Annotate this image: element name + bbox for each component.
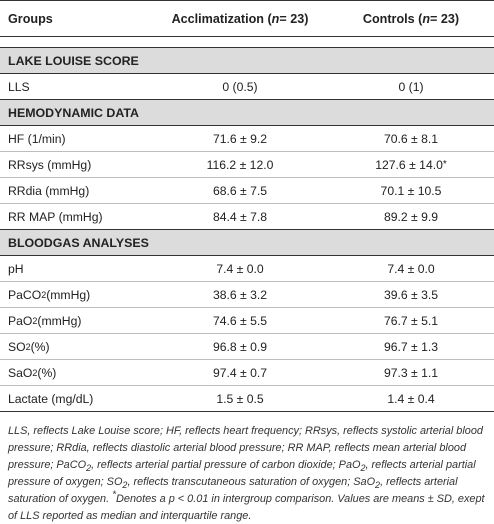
row-label-unit: (mmHg) [46,287,91,302]
controls-value [336,74,486,99]
table-row [0,126,494,151]
footnote-text: Denotes a p < 0.01 in intergroup comparison. Values are means ± SD, exept of LLS reported as median and interquartile range. [8,492,485,522]
table-row [0,308,494,333]
row-label-text: RRsys (mmHg) [8,157,92,172]
controls-value-text: 97.3 ± 1.1 [383,365,439,380]
controls-value-text: 89.2 ± 9.9 [383,209,439,224]
controls-value [336,282,486,307]
controls-value: 127.6 ± 14.0 * [375,157,447,172]
controls-value [336,334,486,359]
acclimatization-value [154,386,326,411]
header-acclimatization [154,1,326,36]
row-label: SO 2 (%) [8,339,50,354]
acclimatization-value [154,152,326,177]
table-row [0,178,494,203]
header-acclimatization-n: n [271,11,280,26]
row-label: SaO 2 (%) [8,365,57,380]
row-label [8,74,30,99]
table-row [0,74,494,99]
controls-value-text: 70.6 ± 8.1 [383,131,439,146]
footnote-text: , reflects transcutaneous saturation of oxygen; SaO [127,475,376,488]
table-header-row [0,1,494,36]
section-header-row [0,48,494,73]
acclimatization-value [154,282,326,307]
table-row [0,282,494,307]
acclimatization-value-text: 116.2 ± 12.0 [206,157,274,172]
acclimatization-value [154,126,326,151]
acclimatization-value-text: 97.4 ± 0.7 [212,365,268,380]
controls-value-text: 1.4 ± 0.4 [387,391,435,406]
acclimatization-value-text: 96.8 ± 0.9 [212,339,268,354]
footnote-subscript: 2 [360,462,366,473]
header-rule [0,36,494,37]
footnote-mark: * [112,489,117,500]
controls-value-text: 127.6 ± 14.0 [375,157,443,172]
table-row [0,360,494,385]
acclimatization-value-text: 84.4 ± 7.8 [212,209,268,224]
controls-value-text: 70.1 ± 10.5 [380,183,442,198]
controls-value [336,204,486,229]
row-label [8,386,93,411]
acclimatization-value [154,204,326,229]
controls-value [336,178,486,203]
section-title: BLOODGAS ANALYSES [8,235,149,250]
controls-value-text: 39.6 ± 3.5 [383,287,439,302]
table-row [0,386,494,411]
header-acclimatization-count: = 23) [279,11,309,26]
acclimatization-value-text: 71.6 ± 9.2 [212,131,268,146]
footnote-subscript: 2 [122,479,128,490]
row-label-text: RRdia (mmHg) [8,183,90,198]
row-label [8,178,89,203]
header-controls-count: = 23) [430,11,460,26]
controls-value-text: 96.7 ± 1.3 [383,339,439,354]
row-label-text: SaO [8,365,33,380]
row-label-text: RR MAP (mmHg) [8,209,103,224]
row-label-text: SO [8,339,26,354]
footnote-subscript: 2 [375,479,381,490]
row-label-unit: (mmHg) [37,313,82,328]
footnote-text: , reflects arterial saturation of oxygen. [8,475,458,505]
row-label-text: PaO [8,313,33,328]
acclimatization-value [154,256,326,281]
controls-value [336,360,486,385]
acclimatization-value [154,334,326,359]
row-label-text: Lactate (mg/dL) [8,391,94,406]
table-footnote [8,423,488,524]
row-label-unit: (%) [37,365,57,380]
section-title: LAKE LOUISE SCORE [8,53,139,68]
bottom-rule [0,411,494,412]
acclimatization-value [154,308,326,333]
acclimatization-value [154,74,326,99]
controls-value [336,386,486,411]
acclimatization-value [154,360,326,385]
row-label: PaCO 2 (mmHg) [8,287,91,302]
header-controls-label: Controls ( [362,11,423,26]
row-label: PaO 2 (mmHg) [8,313,82,328]
footnote-text: , reflects arterial partial pressure of carbon dioxide; PaO [91,458,361,471]
acclimatization-value-text: 68.6 ± 7.5 [212,183,268,198]
controls-value [336,256,486,281]
row-label-unit: (%) [30,339,50,354]
section-title: HEMODYNAMIC DATA [8,105,140,120]
acclimatization-value [154,178,326,203]
table-row [0,256,494,281]
header-controls-n: n [422,11,431,26]
row-label [8,256,24,281]
table-row [0,152,494,177]
footnote-text: LLS, reflects Lake Louise score; HF, reflects heart frequency; RRsys, reflects systolic arterial blood pressure; RRdia, reflects diastolic arterial blood pressure; RR MAP, reflects mean arterial blood pressure; PaCO [8,425,483,471]
row-label [8,204,103,229]
section-header-row [0,100,494,125]
row-label-text: HF (1/min) [8,131,66,146]
section-header-row [0,230,494,255]
acclimatization-value-text: 7.4 ± 0.0 [216,261,264,276]
header-groups: Groups [8,11,53,26]
acclimatization-value-text: 74.6 ± 5.5 [212,313,268,328]
controls-value [336,308,486,333]
row-label-text: LLS [8,79,30,94]
footnote-subscript: 2 [86,462,92,473]
controls-value-text: 0 (1) [398,79,424,94]
header-acclimatization-label: Acclimatization ( [171,11,272,26]
row-label [8,152,91,177]
footnote-text: , reflects arterial partial pressure of oxygen; SO [8,458,476,488]
acclimatization-value-text: 0 (0.5) [222,79,258,94]
controls-value [336,126,486,151]
controls-value-text: 76.7 ± 5.1 [383,313,439,328]
acclimatization-value-text: 38.6 ± 3.2 [212,287,268,302]
row-label-text: pH [8,261,24,276]
row-label-text: PaCO [8,287,42,302]
controls-value-text: 7.4 ± 0.0 [387,261,435,276]
row-label [8,126,66,151]
header-controls [336,1,486,36]
table-row [0,204,494,229]
table-row [0,334,494,359]
acclimatization-value-text: 1.5 ± 0.5 [216,391,264,406]
